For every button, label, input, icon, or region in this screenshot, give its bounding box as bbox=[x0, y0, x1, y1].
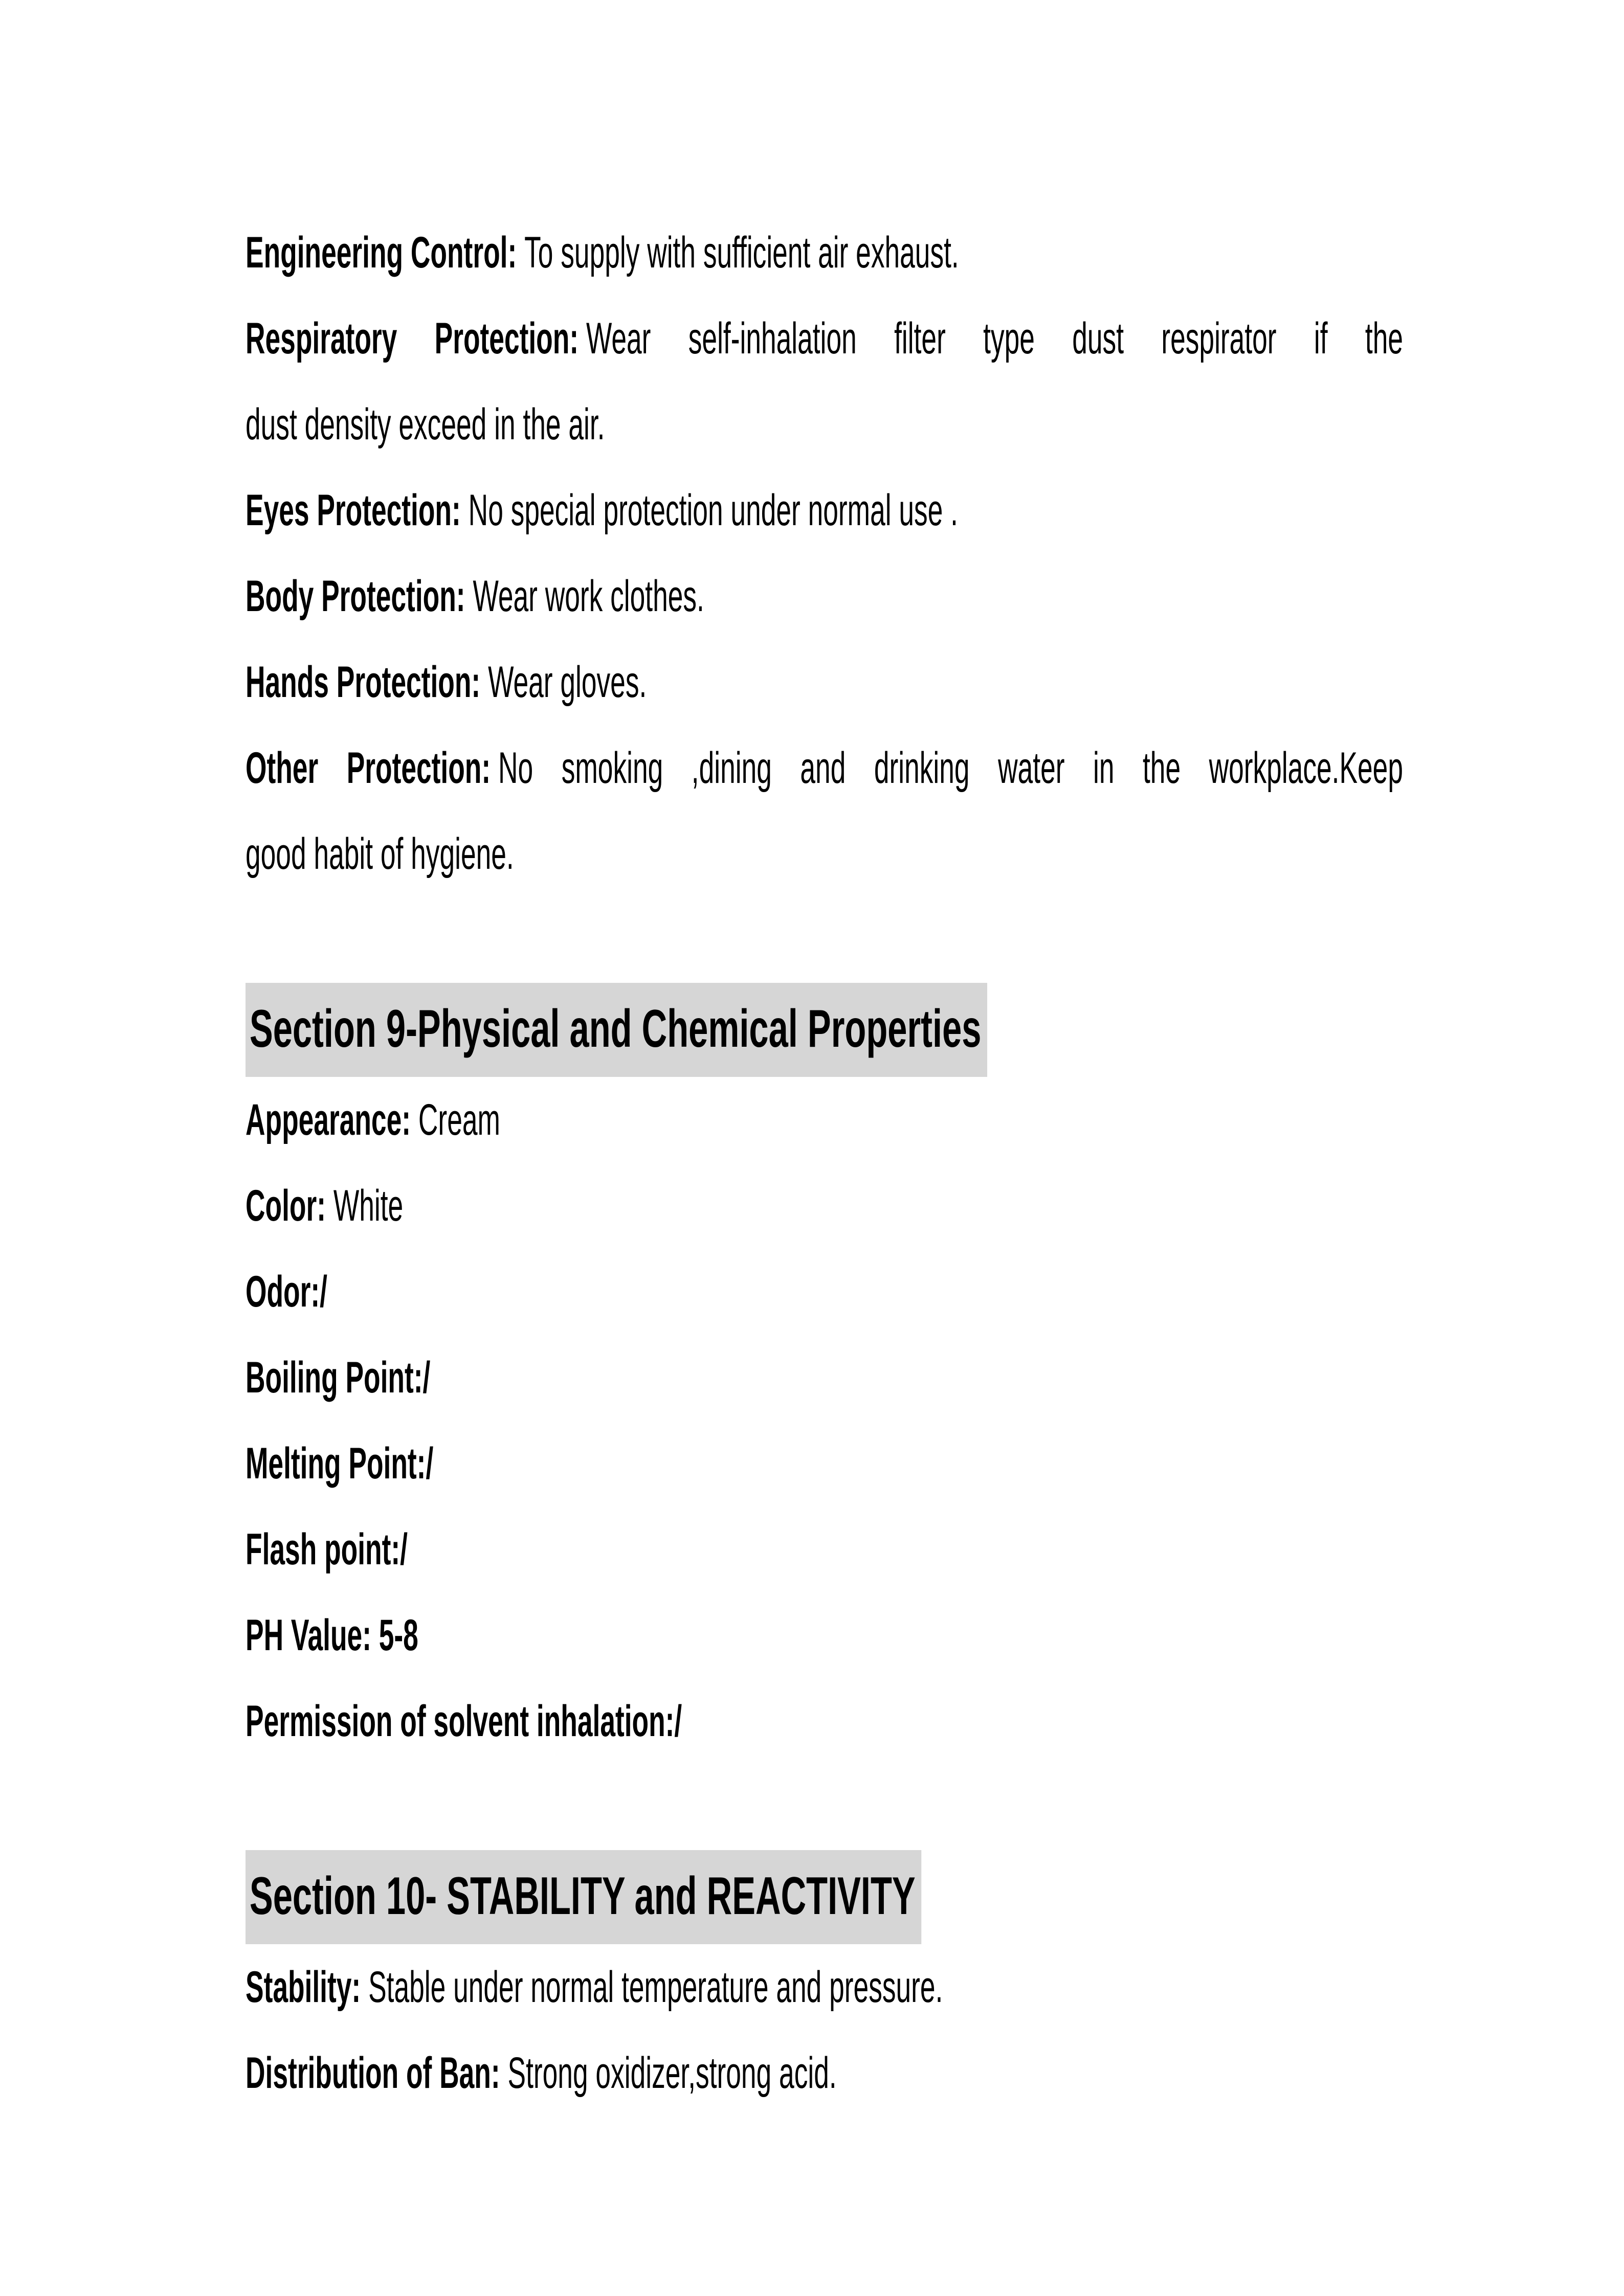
ph-value-label: PH Value: 5-8 bbox=[246, 1611, 418, 1660]
hands-protection-value: Wear gloves. bbox=[488, 658, 647, 707]
permission-solvent-inhalation-label: Permission of solvent inhalation:/ bbox=[246, 1697, 682, 1746]
body-protection-value: Wear work clothes. bbox=[473, 572, 704, 621]
appearance-value: Cream bbox=[418, 1095, 500, 1144]
stability-line bbox=[246, 1944, 1403, 2030]
distribution-of-ban-value: Strong oxidizer,strong acid. bbox=[507, 2049, 837, 2098]
section-10-heading: Section 10- STABILITY and REACTIVITY bbox=[246, 1850, 922, 1944]
flash-point-line bbox=[246, 1506, 1403, 1592]
engineering-control-label: Engineering Control: bbox=[246, 228, 517, 277]
appearance-line bbox=[246, 1077, 1403, 1163]
eyes-protection-label: Eyes Protection: bbox=[246, 486, 461, 535]
permission-solvent-inhalation-line bbox=[246, 1678, 1403, 1764]
melting-point-label: Melting Point:/ bbox=[246, 1439, 434, 1488]
flash-point-label: Flash point:/ bbox=[246, 1525, 408, 1574]
respiratory-protection-value-line1: Wear self-inhalation filter type dust respirator if the bbox=[586, 314, 1403, 363]
respiratory-protection-line-2 bbox=[246, 381, 1403, 467]
body-protection-label: Body Protection: bbox=[246, 572, 465, 621]
color-value: White bbox=[333, 1181, 404, 1230]
boiling-point-line bbox=[246, 1335, 1403, 1421]
color-label: Color: bbox=[246, 1181, 326, 1230]
body-protection-line bbox=[246, 553, 1403, 639]
respiratory-protection-label: Respiratory Protection: bbox=[246, 314, 579, 363]
other-protection-value-line1: No smoking ,dining and drinking water in the workplace.Keep bbox=[498, 744, 1403, 793]
other-protection-line-2 bbox=[246, 811, 1403, 897]
distribution-of-ban-line bbox=[246, 2030, 1403, 2116]
section-10-heading-line bbox=[246, 1850, 1478, 1944]
eyes-protection-value: No special protection under normal use . bbox=[468, 486, 959, 535]
other-protection-value-line2: good habit of hygiene. bbox=[246, 829, 514, 879]
other-protection-label: Other Protection: bbox=[246, 744, 491, 793]
eyes-protection-line bbox=[246, 467, 1403, 553]
ph-value-line bbox=[246, 1592, 1403, 1678]
melting-point-line bbox=[246, 1421, 1403, 1506]
stability-value: Stable under normal temperature and pressure. bbox=[368, 1963, 943, 2012]
stability-label: Stability: bbox=[246, 1963, 361, 2012]
respiratory-protection-line-1 bbox=[246, 296, 1403, 381]
odor-line bbox=[246, 1249, 1403, 1335]
engineering-control-value: To supply with sufficient air exhaust. bbox=[524, 228, 959, 277]
other-protection-line-1 bbox=[246, 725, 1403, 811]
hands-protection-label: Hands Protection: bbox=[246, 658, 481, 707]
color-line bbox=[246, 1163, 1403, 1249]
distribution-of-ban-label: Distribution of Ban: bbox=[246, 2049, 500, 2098]
section-9-heading-line bbox=[246, 983, 1478, 1077]
boiling-point-label: Boiling Point:/ bbox=[246, 1353, 431, 1402]
engineering-control-line bbox=[246, 210, 1403, 296]
section-9-heading: Section 9-Physical and Chemical Properties bbox=[246, 983, 987, 1077]
respiratory-protection-value-line2: dust density exceed in the air. bbox=[246, 400, 605, 449]
odor-label: Odor:/ bbox=[246, 1267, 327, 1316]
hands-protection-line bbox=[246, 639, 1403, 725]
appearance-label: Appearance: bbox=[246, 1095, 411, 1144]
